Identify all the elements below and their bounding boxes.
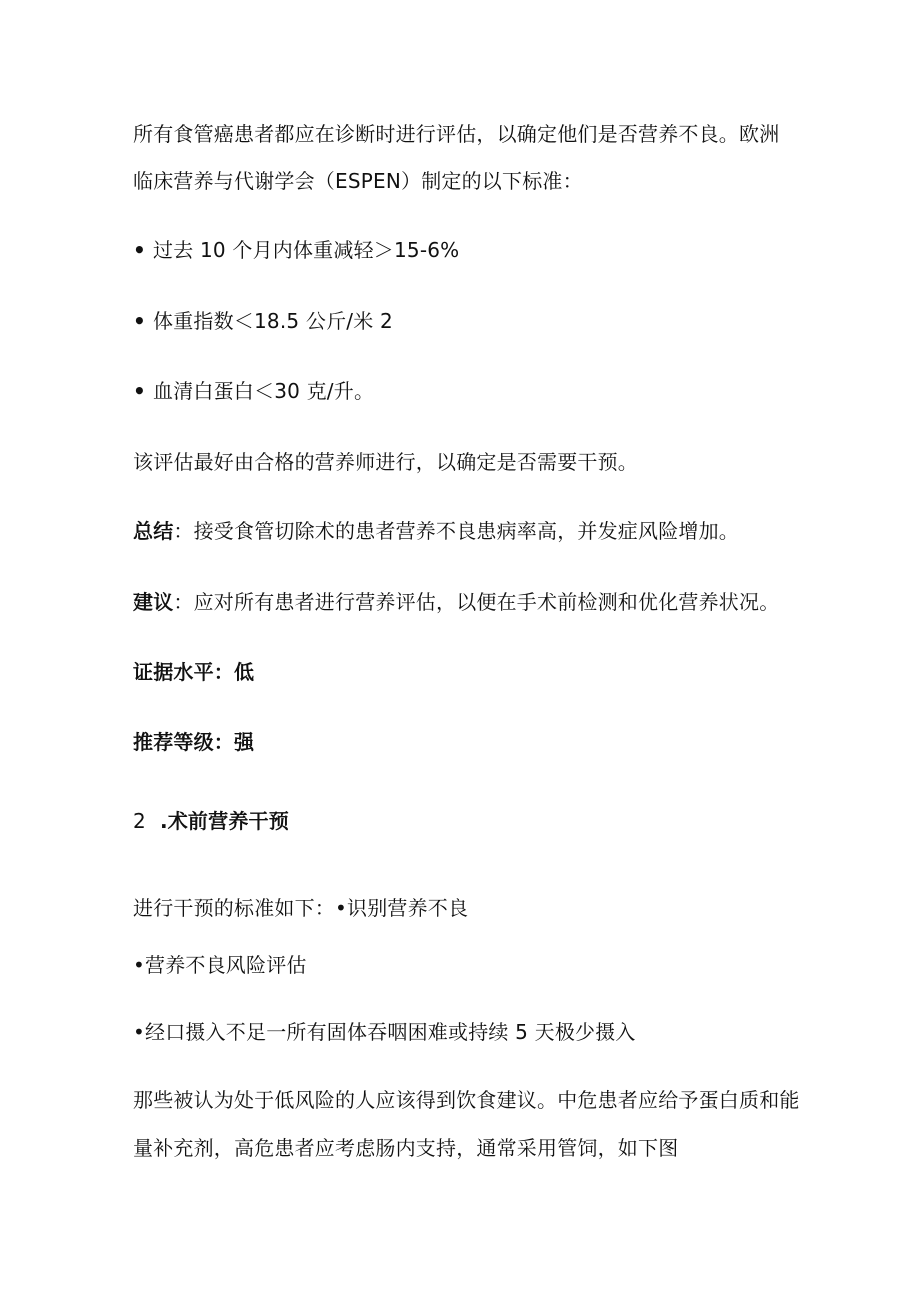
criteria-list-item — [133, 237, 459, 263]
recommendation-text: ：应对所有患者进行营养评估，以便在手术前检测和优化营养状况。 — [173, 590, 780, 614]
criteria-list-item — [133, 308, 393, 334]
criteria-item-text: 血清白蛋白＜30 克/升。 — [153, 379, 375, 403]
criteria-list-item — [133, 378, 374, 404]
recommendation-label: 建议 — [133, 590, 174, 614]
summary-paragraph — [133, 518, 739, 544]
evidence-level: 证据水平：低 — [133, 660, 255, 684]
criteria-item-text: 体重指数＜18.5 公斤/米 2 — [153, 309, 393, 333]
intervention-line-2: •营养不良风险评估 — [133, 953, 307, 977]
criteria-item-text: 过去 10 个月内体重减轻＞15-6% — [153, 238, 460, 262]
assessment-note: 该评估最好由合格的营养师进行，以确定是否需要干预。 — [133, 450, 638, 474]
intro-paragraph-line-2: 临床营养与代谢学会（ESPEN）制定的以下标准： — [133, 169, 583, 193]
bullet-icon: • — [133, 238, 146, 262]
section-title: .术前营养干预 — [159, 809, 289, 833]
section-number: 2 — [133, 809, 146, 833]
closing-paragraph-line-1: 那些被认为处于低风险的人应该得到饮食建议。中危患者应给予蛋白质和能 — [133, 1088, 800, 1112]
recommendation-grade: 推荐等级：强 — [133, 730, 255, 754]
bullet-icon: • — [133, 309, 146, 333]
section-heading — [133, 808, 289, 834]
bullet-icon: • — [133, 379, 146, 403]
summary-label: 总结 — [133, 519, 174, 543]
intro-paragraph-line-1: 所有食管癌患者都应在诊断时进行评估，以确定他们是否营养不良。欧洲 — [133, 122, 780, 146]
summary-text: ：接受食管切除术的患者营养不良患病率高，并发症风险增加。 — [173, 519, 740, 543]
recommendation-paragraph — [133, 589, 779, 615]
intervention-line-3: •经口摄入不足一所有固体吞咽困难或持续 5 天极少摄入 — [133, 1020, 636, 1044]
intervention-line-1: 进行干预的标准如下：•识别营养不良 — [133, 896, 469, 920]
closing-paragraph-line-2: 量补充剂，高危患者应考虑肠内支持，通常采用管饲，如下图 — [133, 1136, 679, 1160]
